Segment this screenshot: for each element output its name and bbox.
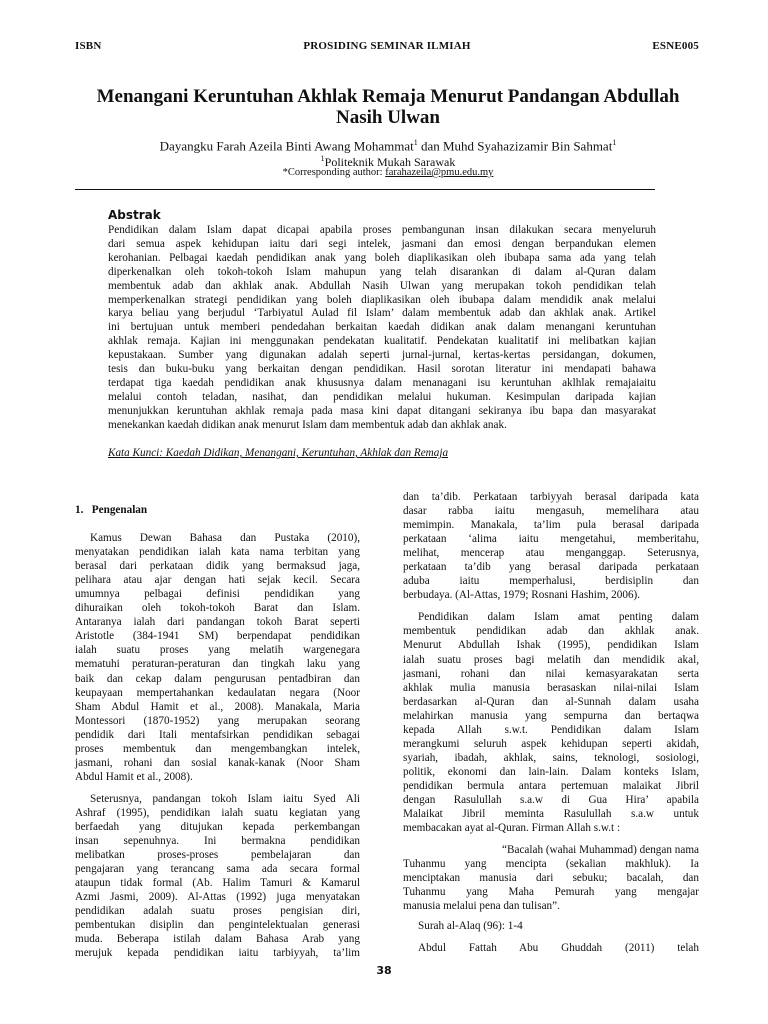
header-isbn: ISBN <box>75 40 102 52</box>
text-line: syariah, ibadah, akhlak, sains, teknologi, sosiologi, <box>403 751 699 764</box>
text-line: Abdul Fattah Abu Ghuddah (2011) telah <box>418 942 699 955</box>
text-line: memimpin. Manakala, ta’lim pula berasal daripada <box>403 519 699 532</box>
title-line-2: Nasih Ulwan <box>336 107 440 128</box>
title-line-1: Menangani Keruntuhan Akhlak Remaja Menurut Pandangan Abdullah <box>96 86 680 107</box>
paragraph <box>75 531 360 784</box>
abstract-line: dari semua aspek kehidupan iaitu dari segi intelek, jasmani dan emosi dengan berpandukan elemen <box>108 237 656 250</box>
text-line: politik, ekonomi dan lain-lain. Dalam konteks Islam, <box>403 765 699 778</box>
paragraph <box>75 792 360 961</box>
text-line: merangkumi seluruh aspek kehidupan seperti akidah, <box>403 737 699 750</box>
text-line: umumnya pelbagai definisi pendidikan yang <box>75 588 360 601</box>
text-line: Azmi Jasmi, 2009). Al-Attas (1992) juga menyatakan <box>75 891 360 904</box>
text-line: proses membentuk dan mengembangkan intelek, <box>75 742 360 755</box>
abstract-line: kerohanian. Pelbagai kaedah pendidikan anak yang boleh diaplikasikan oleh ibubapa sama ada yang telah <box>108 251 656 264</box>
text-line: berfaedah yang ditujukan kepada perkembangan <box>75 820 360 833</box>
abstract-line: membentuk adab dan akhlak anak. Abdullah Nasih Ulwan yang merupakan tokoh pendidikan telah <box>108 279 656 292</box>
quran-quote <box>403 843 699 913</box>
paper-title <box>70 86 706 128</box>
quote-line: manusia melalui pena dan tulisan”. <box>403 900 560 913</box>
abstract-line: melalui contoh teladan, nasihat, dan pendidikan melalui hukuman. Kesimpulan daripada kajian <box>108 390 656 403</box>
page-number: 38 <box>376 964 392 977</box>
text-line: muda. Beberapa istilah dalam Bahasa Arab yang <box>75 933 360 946</box>
left-column <box>75 490 360 968</box>
text-line: melihat, mencerap atau menganggap. Seterusnya, <box>403 547 699 560</box>
text-line: pembentukan disiplin dan pengintelektualan generasi <box>75 919 360 932</box>
text-line: jasmani, rohani dan nilai kemasyarakatan serta <box>403 667 699 680</box>
affiliation-name: Politeknik Mukah Sarawak <box>324 155 456 169</box>
text-line: ialah suatu proses yang melatih wargenegara <box>75 644 360 657</box>
text-line: Menurut Abdullah Ishak (1995), pendidikan Islam <box>403 639 699 652</box>
header-divider <box>75 189 655 190</box>
text-line: membacakan ayat al-Quran. Firman Allah s.w.t : <box>403 822 621 835</box>
surah-reference <box>403 919 699 933</box>
quote-line: Tuhanmu yang mencipta (sekalian makhluk). Ia <box>403 858 699 871</box>
text-line: Aristotle (384-1941 SM) berpendapat pendidikan <box>75 630 360 643</box>
corresponding-author <box>70 166 706 180</box>
abstract-line: menunjukkan keruntuhan akhlak remaja pada masa kini dapat ditangani sekiranya ibu bapa dan masyarakat <box>108 404 656 417</box>
author-2-affil-mark: 1 <box>612 138 617 147</box>
text-line: membentuk pendidikan adab dan akhlak anak. <box>403 625 699 638</box>
abstract-line: ini bertujuan untuk memberi pendedahan berkaitan kaedah didikan anak dalam menangani keruntuhan <box>108 321 656 334</box>
text-line: pengajaran yang terancang sama ada secara formal <box>75 863 360 876</box>
header-proceedings-title: PROSIDING SEMINAR ILMIAH <box>303 40 471 52</box>
keywords <box>108 446 656 460</box>
text-line: melahirkan manusia yang sempurna dan bertaqwa <box>403 709 699 722</box>
abstract-line: diperkenalkan oleh tokoh-tokoh Islam mahupun yang telah disarankan di dalam al-Quran dalam <box>108 265 656 278</box>
abstract-line: kepustakaan. Sumber yang digunakan adalah seperti jurnal-jurnal, kertas-kertas persidangan, dokumen, <box>108 349 656 362</box>
paragraph <box>403 490 699 602</box>
text-line: akhlak mulia manusia berasaskan nilai-nilai Islam <box>403 681 699 694</box>
header-paper-code: ESNE005 <box>652 40 699 52</box>
text-line: dasar rabba iaitu mengasuh, memelihara atau <box>403 505 699 518</box>
text-line: dihuraikan oleh tokoh-tokoh Barat dan Islam. <box>75 602 360 615</box>
text-line: merujuk kepada pendidikan iaitu tarbiyyah, ta’lim <box>75 947 360 960</box>
text-line: menyatakan pendidikan ialah kata nama terbitan yang <box>75 546 360 559</box>
text-line: berdasarkan al-Quran dan al-Sunnah dalam usaha <box>403 695 699 708</box>
text-line: Antaranya ialah dari pandangan tokoh Barat seperti <box>75 616 360 629</box>
abstract-line: memperkenalkan strategi pendidikan yang boleh diaplikasikan oleh ibubapa dalam mendidik anak melalui <box>108 293 656 306</box>
corresponding-email-link[interactable]: farahazeila@pmu.edu.my <box>385 167 494 178</box>
text-line: Ashraf (1995), pendidikan ialah suatu kegiatan yang <box>75 806 360 819</box>
text-line: Abdul Hamit et al., 2008). <box>75 770 193 783</box>
text-line: aduba iaitu memperhalusi, berdisiplin dan <box>403 575 699 588</box>
text-line: mematuhi peraturan-peraturan dan tingkah laku yang <box>75 658 360 671</box>
quote-line: “Bacalah (wahai Muhammad) dengan nama <box>502 844 699 857</box>
quote-line: Tuhanmu yang Maha Pemurah yang mengajar <box>403 886 699 899</box>
text-line: pelihara atau ajar dengan hati sejak kecil. Secara <box>75 574 360 587</box>
text-line: Seterusnya, pandangan tokoh Islam iaitu Syed Ali <box>90 792 360 805</box>
text-line: Sham Abdul Hamit et al., 2008). Manakala, Maria <box>75 700 360 713</box>
paragraph <box>403 941 699 955</box>
author-1: Dayangku Farah Azeila Binti Awang Mohammat <box>159 138 414 154</box>
corresponding-label: *Corresponding author: <box>282 167 386 178</box>
text-line: keupayaan mempertahankan kedaulatan negara (Noor <box>75 686 360 699</box>
right-column <box>403 490 699 963</box>
abstract-line: menekankan kaedah didikan anak menurut Islam dam membentuk adab dan akhlak anak. <box>108 418 507 431</box>
text-line: berbudaya. (Al-Attas, 1979; Rosnani Hashim, 2006). <box>403 589 641 602</box>
abstract-line: akhlak remaja. Kajian ini menggunakan pendekatan kualitatif. Pendekatan kualitatif ini melibatkan kajian <box>108 335 656 348</box>
text-line: Montessori (1870-1952) yang merupakan seorang <box>75 714 360 727</box>
abstract-line: tesis dan buku-buku yang berkaitan dengan pendidikan. Hasil sorotan literatur ini mendapati bahawa <box>108 363 656 376</box>
text-line: Kamus Dewan Bahasa dan Pustaka (2010), <box>90 532 360 545</box>
text-line: ataupun tidak formal (Ab. Halim Tamuri & Kamarul <box>75 877 360 890</box>
text-line: jasmani, rohani dan sosial kanak-kanak (Noor Sham <box>75 756 360 769</box>
abstract-heading: Abstrak <box>108 208 161 222</box>
text-line: pendidikan bermula antara pertemuan malaikat Jibril <box>403 779 699 792</box>
text-line: Malaikat Jibril meminta Rasulullah s.a.w untuk <box>403 808 699 821</box>
text-line: kepada Allah s.w.t. Pendidikan dalam Islam <box>403 723 699 736</box>
abstract-line: terdapat tiga kaedah pendidikan anak khususnya dalam menanagani isu keruntuhan aklhlak remajaiaitu <box>108 376 656 389</box>
text-line: pendidikan adalah suatu proses pengisian diri, <box>75 905 360 918</box>
paragraph <box>403 610 699 835</box>
text-line: melibatkan proses-proses pembelajaran dan <box>75 849 360 862</box>
text-line: Pendidikan dalam Islam amat penting dalam <box>418 611 699 624</box>
author-2: dan Muhd Syahazizamir Bin Sahmat <box>417 138 613 154</box>
text-line: dan ta’dib. Perkataan tarbiyyah berasal daripada kata <box>403 491 699 503</box>
text-line: berasal dari perkataan didik yang bermaksud jaga, <box>75 560 360 573</box>
text-line: insan sepenuhnya. Ini bermakna pendidikan <box>75 835 360 848</box>
abstract-line: karya beliau yang berjudul ‘Tarbiyatul Aulad fil Islam’ dalam membentuk adab dan akhlak anak. Artikel <box>108 307 656 320</box>
author-1-affil-mark: 1 <box>413 138 418 147</box>
text-line: ialah suatu proses bagi melatih dan mendidik akal, <box>403 653 699 666</box>
text-line: dengan Rasulullah s.a.w di Gua Hira’ apabila <box>403 793 699 806</box>
quote-line: menciptakan manusia dari sebuku; bacalah, dan <box>403 872 699 885</box>
abstract-body <box>108 224 656 433</box>
surah-citation: Surah al-Alaq (96): 1-4 <box>418 920 523 933</box>
abstract-line: Pendidikan dalam Islam dapat dicapai apabila proses pembangunan insan dilakukan secara menyeluruh <box>108 224 656 236</box>
text-line: perkataan ‘alima iaitu mengetahui, memberitahu, <box>403 533 699 546</box>
affiliation-mark: 1 <box>320 154 325 163</box>
section-title: Pengenalan <box>91 504 148 516</box>
section-number: 1. <box>75 504 84 516</box>
text-line: perkataan ta’dib yang berasal daripada perkataan <box>403 561 699 574</box>
section-heading-introduction <box>75 503 360 517</box>
keywords-text: Kata Kunci: Kaedah Didikan, Menangani, Keruntuhan, Akhlak dan Remaja <box>108 447 449 459</box>
text-line: pendidik dari Itali mentafsirkan pendidikan sebagai <box>75 728 360 741</box>
text-line: baik dan cekap dalam pengurusan pentadbiran dan <box>75 672 360 685</box>
